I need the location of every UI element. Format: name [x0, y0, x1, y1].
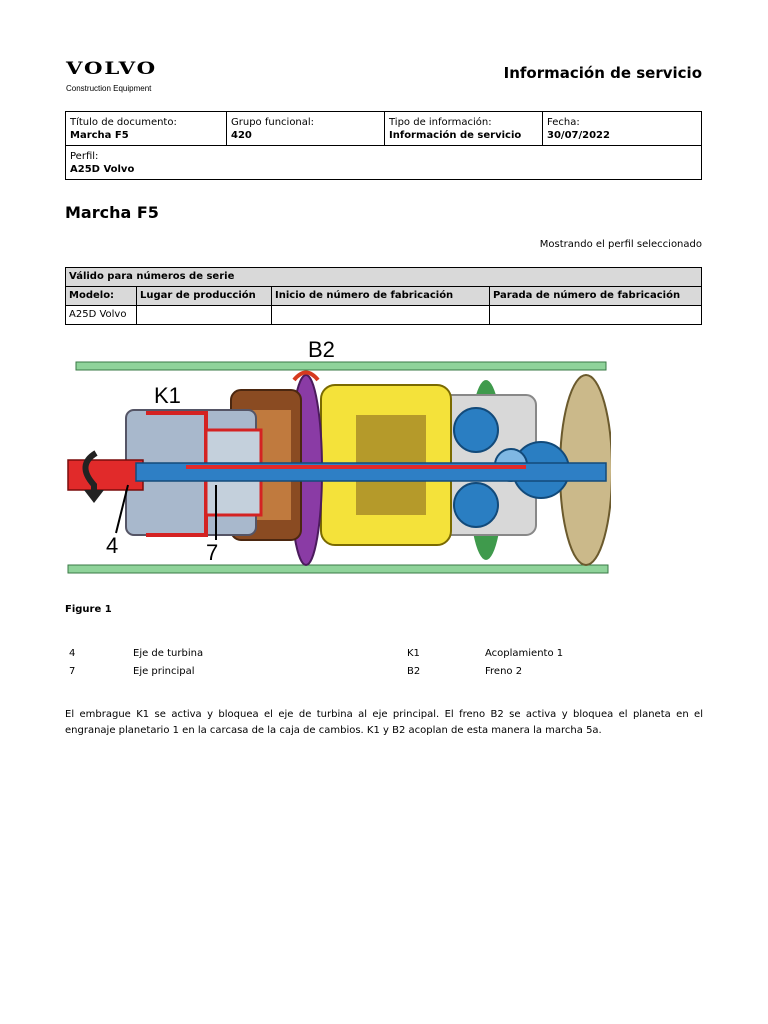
brand-subtitle: Construction Equipment [66, 84, 152, 93]
date-label: Fecha: [547, 117, 580, 128]
label-7: 7 [206, 540, 219, 565]
legend-text: Eje de turbina [133, 648, 204, 659]
figure-legend [65, 648, 705, 684]
legend-text: Eje principal [133, 666, 195, 677]
serial-table-caption: Válido para números de serie [66, 268, 702, 287]
frame-rail-bottom [68, 565, 608, 573]
profile-cell [66, 146, 702, 180]
description-paragraph: El embrague K1 se activa y bloquea el eje de turbina al eje principal. El freno B2 se activa y bloquea el planeta en el engranaje planetario 1 en la carcasa de la caja de cambios. K1 y B2 acoplan de esta manera la marcha 5a. [65, 709, 703, 736]
label-b2: B2 [308, 337, 335, 362]
profile-note: Mostrando el perfil seleccionado [539, 239, 702, 250]
profile-value: A25D Volvo [70, 164, 135, 175]
legend-row [65, 666, 705, 684]
page-title: Marcha F5 [65, 203, 159, 222]
label-4: 4 [106, 533, 119, 558]
serial-cell-stop [490, 306, 702, 325]
rotation-arrowhead-icon [84, 490, 104, 503]
serial-table [65, 267, 702, 325]
info-type-value: Información de servicio [389, 130, 522, 141]
date-value: 30/07/2022 [547, 130, 610, 141]
doc-title-label: Título de documento: [70, 117, 177, 128]
shaft-red-stripe [186, 465, 526, 469]
serial-header-stop: Parada de número de fabricación [490, 287, 702, 306]
blue-gear-top [454, 408, 498, 452]
header-title: Información de servicio [503, 64, 702, 82]
info-type-label: Tipo de información: [389, 117, 492, 128]
label-k1: K1 [154, 383, 181, 408]
volvo-logo [66, 59, 158, 93]
serial-cell-model: A25D Volvo [66, 306, 137, 325]
transmission-diagram [66, 335, 611, 580]
frame-rail-top [76, 362, 606, 370]
serial-header-start: Inicio de número de fabricación [272, 287, 490, 306]
group-label: Grupo funcional: [231, 117, 315, 128]
legend-row [65, 648, 705, 666]
serial-header-place: Lugar de producción [137, 287, 272, 306]
doc-title-cell [66, 112, 227, 146]
serial-cell-place [137, 306, 272, 325]
date-cell [543, 112, 702, 146]
serial-cell-start [272, 306, 490, 325]
doc-title-value: Marcha F5 [70, 130, 129, 141]
legend-number: 4 [69, 648, 76, 659]
group-value: 420 [231, 130, 252, 141]
turbine-shaft [68, 460, 143, 490]
serial-header-model: Modelo: [66, 287, 137, 306]
document-meta-table [65, 111, 702, 180]
brand-wordmark: VOLVO [66, 59, 158, 79]
blue-gear-bottom [454, 483, 498, 527]
profile-label: Perfil: [70, 151, 99, 162]
info-type-cell [385, 112, 543, 146]
legend-number: 7 [69, 666, 76, 677]
figure-caption: Figure 1 [65, 604, 112, 615]
legend-code-text: Freno 2 [485, 666, 523, 677]
legend-code: K1 [407, 648, 420, 659]
legend-code: B2 [407, 666, 421, 677]
legend-code-text: Acoplamiento 1 [485, 648, 564, 659]
group-cell [227, 112, 385, 146]
